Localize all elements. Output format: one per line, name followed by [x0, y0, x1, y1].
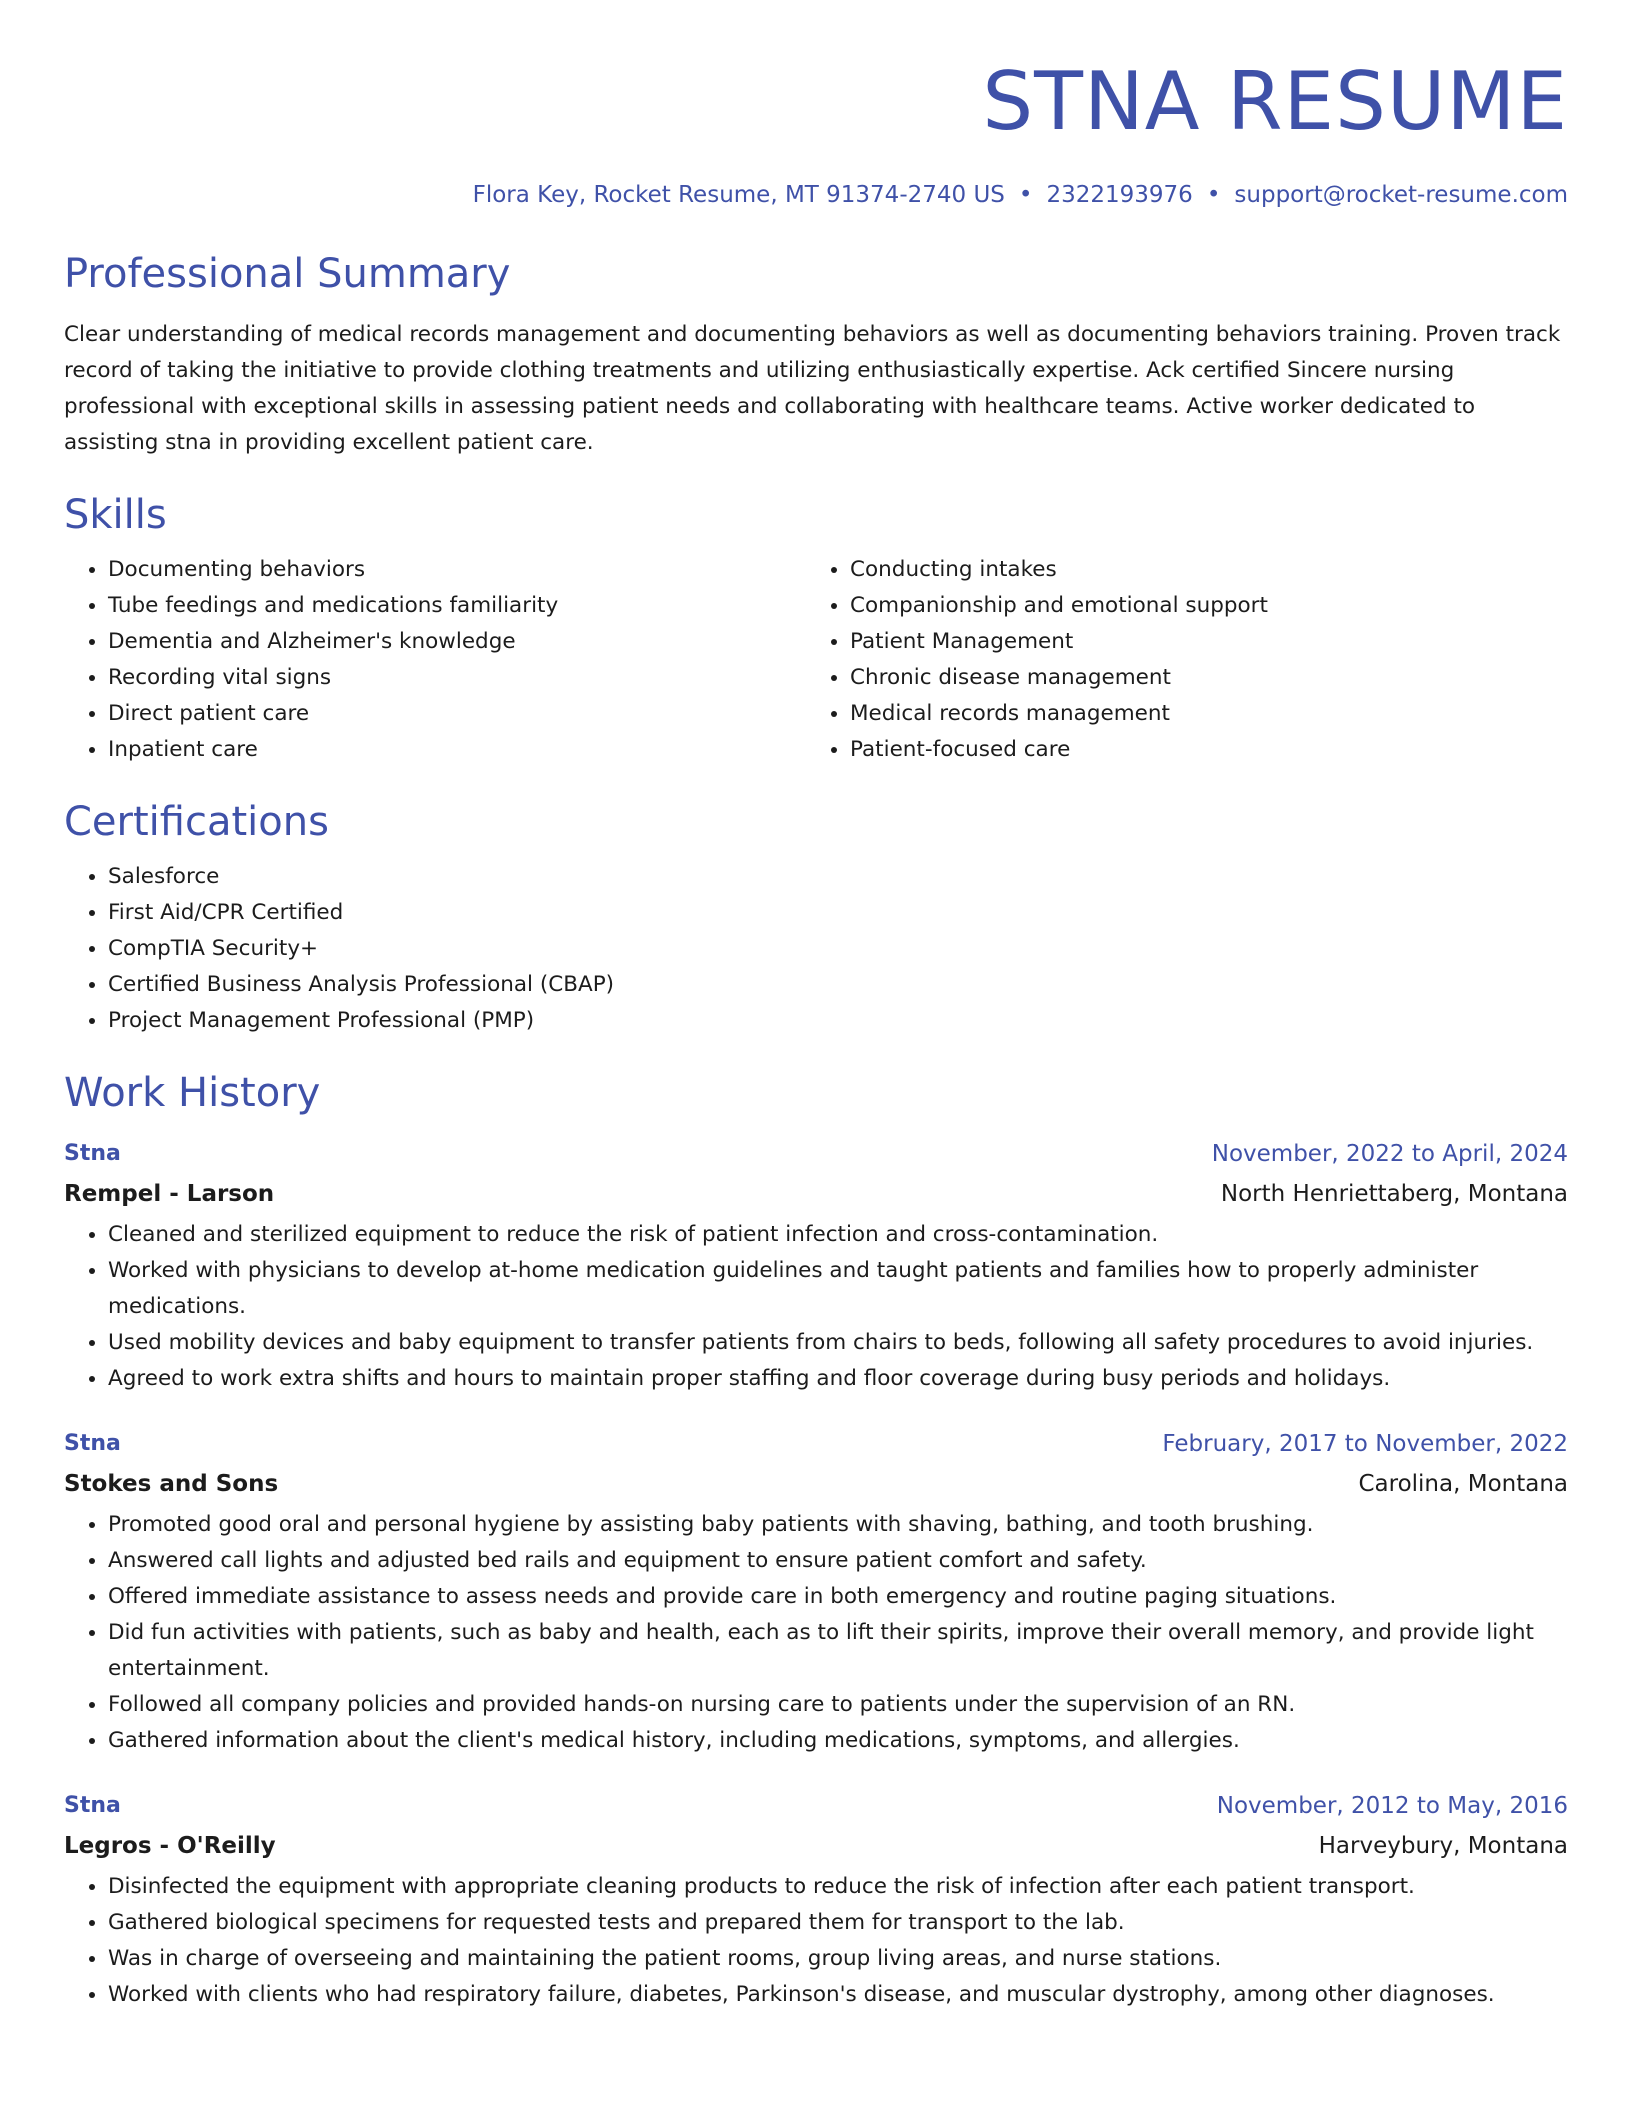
skill-item: • Companionship and emotional support	[850, 588, 1548, 624]
skill-item: • Recording vital signs	[108, 660, 806, 696]
job-duty: • Worked with physicians to develop at-home medication guidelines and taught patients and families how to properly administer medications.	[108, 1253, 1568, 1325]
job-location: Harveybury, Montana	[1318, 1833, 1568, 1859]
certifications-list	[64, 859, 1568, 1039]
job-dates: February, 2017 to November, 2022	[1162, 1431, 1568, 1457]
job-duty: • Used mobility devices and baby equipment to transfer patients from chairs to beds, following all safety procedures to avoid injuries.	[108, 1325, 1568, 1361]
job-duty: • Worked with clients who had respiratory failure, diabetes, Parkinson's disease, and muscular dystrophy, among other diagnoses.	[108, 1977, 1568, 2013]
summary-text: Clear understanding of medical records management and documenting behaviors as well as documenting behaviors training. Proven track record of taking the initiative to provide clothing treatments and utilizing enthusiastically expertise. Ack certified Sincere nursing professional with exceptional skills in assessing patient needs and collaborating with healthcare teams. Active worker dedicated to assisting stna in providing excellent patient care.	[64, 322, 1561, 455]
job-duty: • Offered immediate assistance to assess needs and provide care in both emergency and routine paging situations.	[108, 1579, 1568, 1615]
job-duty: • Did fun activities with patients, such as baby and health, each as to lift their spirits, improve their overall memory, and provide light entertainment.	[108, 1615, 1568, 1687]
job-company: Legros - O'Reilly	[64, 1833, 276, 1859]
job-duty: • Answered call lights and adjusted bed rails and equipment to ensure patient comfort and safety.	[108, 1543, 1568, 1579]
job-duties	[64, 1217, 1568, 1397]
job-entry	[64, 1795, 1568, 2013]
job-duty: • Gathered information about the client's medical history, including medications, symptoms, and allergies.	[108, 1723, 1568, 1759]
job-duty: • Gathered biological specimens for requested tests and prepared them for transport to the lab.	[108, 1905, 1568, 1941]
job-duty: • Followed all company policies and provided hands-on nursing care to patients under the supervision of an RN.	[108, 1687, 1568, 1723]
job-entry	[64, 1143, 1568, 1397]
contact-separator: •	[1206, 182, 1221, 208]
contact-line	[64, 184, 1568, 207]
job-company: Rempel - Larson	[64, 1181, 275, 1207]
job-duty: • Was in charge of overseeing and maintaining the patient rooms, group living areas, and nurse stations.	[108, 1941, 1568, 1977]
skill-item: • Patient Management	[850, 624, 1548, 660]
resume-title: STNA RESUME	[982, 55, 1568, 148]
summary-heading: Professional Summary	[64, 251, 511, 297]
job-title: Stna	[64, 1141, 121, 1166]
certification-item: • Project Management Professional (PMP)	[108, 1003, 1568, 1039]
job-duty: • Cleaned and sterilized equipment to reduce the risk of patient infection and cross-contamination.	[108, 1217, 1568, 1253]
skill-item: • Direct patient care	[108, 696, 806, 732]
skill-item: • Documenting behaviors	[108, 552, 806, 588]
job-duties	[64, 1869, 1568, 2013]
skills-column-left	[64, 552, 806, 768]
certification-item: • Salesforce	[108, 859, 1568, 895]
certification-item: • CompTIA Security+	[108, 931, 1568, 967]
contact-address: Flora Key, Rocket Resume, MT 91374-2740 US	[472, 182, 1005, 208]
contact-phone: 2322193976	[1046, 182, 1193, 208]
job-dates: November, 2022 to April, 2024	[1211, 1141, 1568, 1167]
job-title: Stna	[64, 1793, 121, 1818]
skill-item: • Chronic disease management	[850, 660, 1548, 696]
contact-separator: •	[1018, 182, 1033, 208]
contact-email[interactable]: support@rocket-resume.com	[1234, 182, 1568, 208]
job-title: Stna	[64, 1431, 121, 1456]
skills-heading: Skills	[64, 492, 167, 538]
skill-item: • Tube feedings and medications familiarity	[108, 588, 806, 624]
skills-column-right	[806, 552, 1548, 768]
job-company: Stokes and Sons	[64, 1471, 279, 1497]
skill-item: • Medical records management	[850, 696, 1548, 732]
skill-item: • Patient-focused care	[850, 732, 1548, 768]
job-duty: • Promoted good oral and personal hygiene by assisting baby patients with shaving, bathing, and tooth brushing.	[108, 1507, 1568, 1543]
skill-item: • Dementia and Alzheimer's knowledge	[108, 624, 806, 660]
skills-list	[64, 552, 1568, 768]
work-history-heading: Work History	[64, 1070, 321, 1116]
job-location: North Henriettaberg, Montana	[1220, 1181, 1568, 1207]
job-dates: November, 2012 to May, 2016	[1216, 1793, 1568, 1819]
skill-item: • Inpatient care	[108, 732, 806, 768]
job-entry	[64, 1433, 1568, 1759]
skill-item: • Conducting intakes	[850, 552, 1548, 588]
job-location: Carolina, Montana	[1358, 1471, 1568, 1497]
certification-item: • Certified Business Analysis Professional (CBAP)	[108, 967, 1568, 1003]
certification-item: • First Aid/CPR Certified	[108, 895, 1568, 931]
job-duty: • Disinfected the equipment with appropriate cleaning products to reduce the risk of infection after each patient transport.	[108, 1869, 1568, 1905]
certifications-heading: Certifications	[64, 799, 329, 845]
job-duty: • Agreed to work extra shifts and hours to maintain proper staffing and floor coverage during busy periods and holidays.	[108, 1361, 1568, 1397]
job-duties	[64, 1507, 1568, 1759]
